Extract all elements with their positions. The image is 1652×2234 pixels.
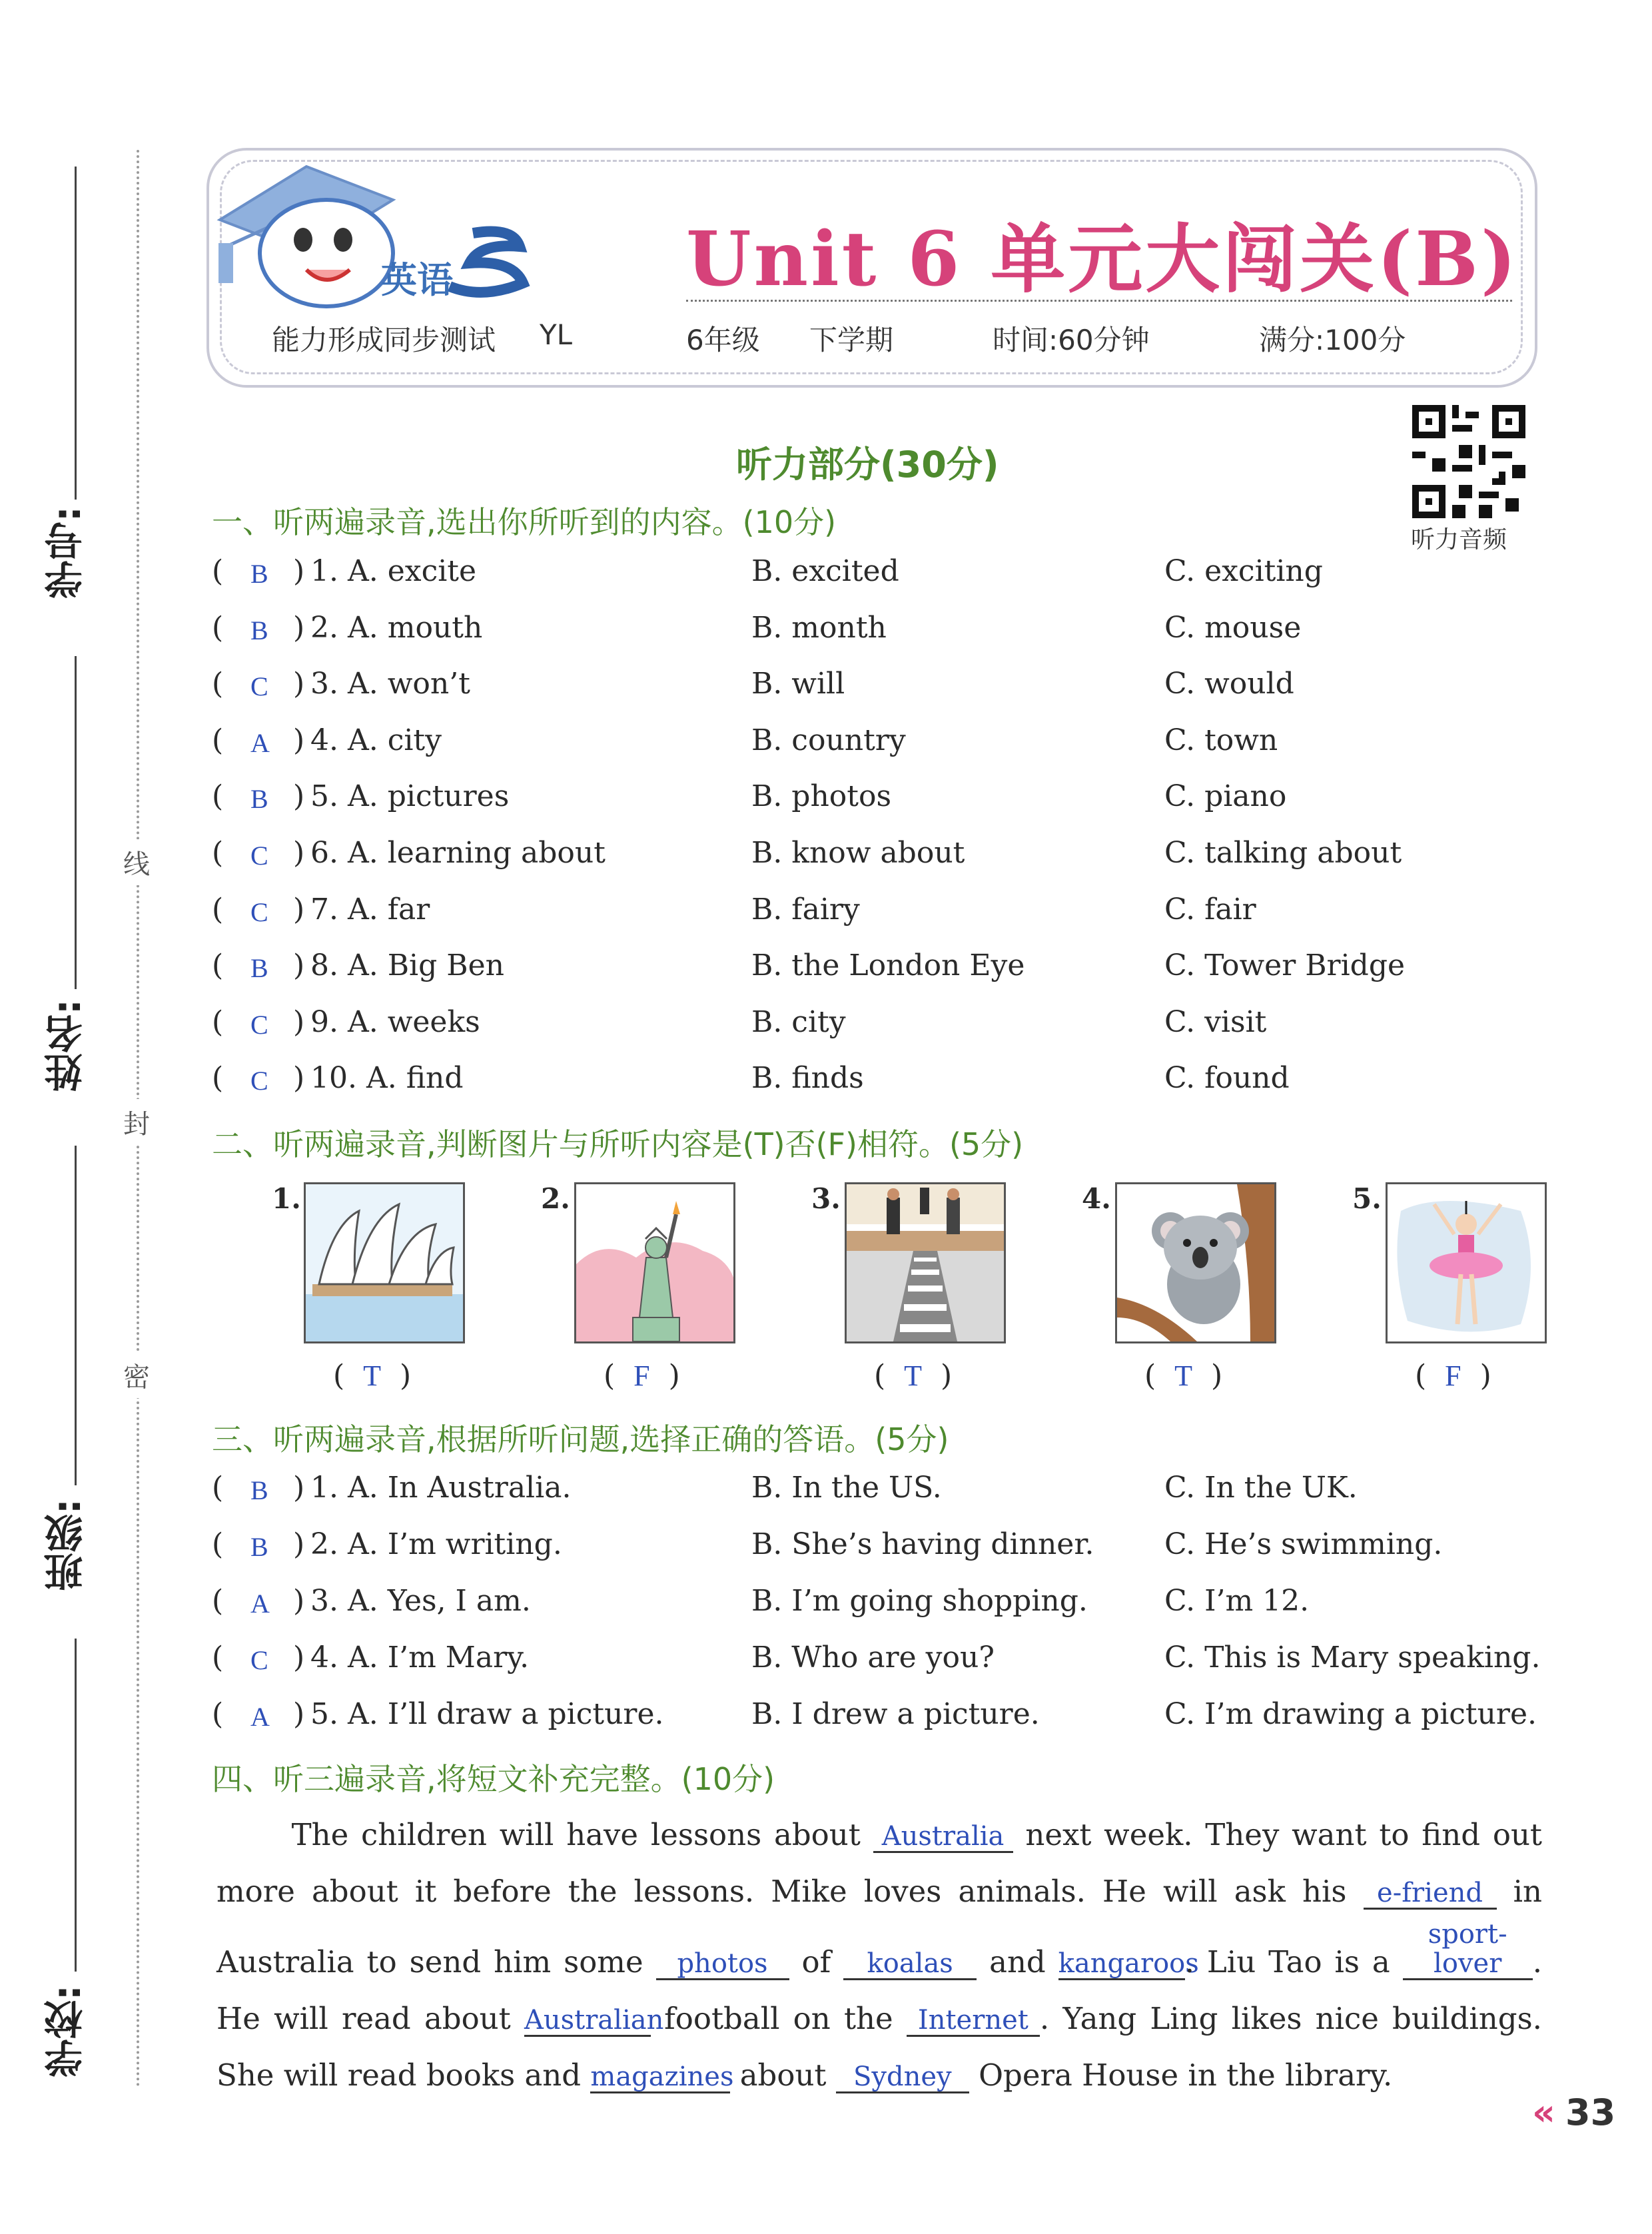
answer-paren-open: ( [212, 836, 224, 870]
score-label: 满分:100分 [1259, 324, 1406, 356]
option-a: 8. A. Big Ben [310, 948, 504, 983]
option-b: B. will [751, 667, 845, 701]
class-label: 班级: [44, 1499, 89, 1592]
question-row [212, 1584, 1544, 1631]
seal-feng: 封 [123, 1099, 150, 1145]
answer-paren-close: ) [293, 1061, 305, 1096]
answer-paren-close: ) [293, 554, 305, 588]
blank-5[interactable]: kangaroos [1058, 1948, 1199, 1979]
opera-house-icon [306, 1184, 463, 1341]
picture-answer-5: ( F ) [1415, 1359, 1491, 1393]
option-b: B. the London Eye [751, 948, 1025, 983]
option-c: C. talking about [1164, 836, 1402, 870]
option-c: C. Tower Bridge [1164, 948, 1406, 983]
option-a: 9. A. weeks [310, 1004, 480, 1039]
answer-paren-close: ) [293, 779, 305, 814]
answer-paren-open: ( [212, 723, 224, 757]
picture-number: 2. [541, 1182, 570, 1215]
blank-8[interactable]: Internet [907, 2006, 1040, 2037]
student-number-line[interactable] [75, 167, 77, 500]
seal-mi: 密 [123, 1352, 150, 1398]
option-b: B. I’m going shopping. [751, 1584, 1088, 1618]
question-row [212, 667, 1544, 713]
blank-10[interactable]: Sydney [836, 2062, 969, 2093]
series-label: 能力形成同步测试 [272, 324, 496, 356]
option-c: C. piano [1164, 779, 1287, 814]
option-c: C. exciting [1164, 554, 1323, 588]
qr-code-icon[interactable] [1412, 405, 1525, 518]
answer-choice[interactable]: C [250, 671, 268, 702]
passage-text: next week. They want to find out more about it before the lessons. Mike loves animals. He will ask his [216, 1817, 1543, 1909]
answer-paren-close: ) [293, 1641, 305, 1675]
option-a: 10. A. find [310, 1061, 464, 1096]
passage-text: of [789, 1944, 844, 1980]
answer-choice[interactable]: A [250, 727, 270, 758]
answer-paren-close: ) [293, 892, 305, 927]
answer-choice[interactable]: A [250, 1589, 270, 1619]
option-c: C. This is Mary speaking. [1164, 1641, 1541, 1675]
option-c: C. In the UK. [1164, 1471, 1358, 1505]
answer-choice[interactable]: C [250, 841, 268, 871]
option-a: 3. A. won’t [310, 667, 470, 701]
option-b: B. fairy [751, 892, 860, 927]
class-line[interactable] [75, 1146, 77, 1485]
option-b: B. In the US. [751, 1471, 942, 1505]
koala-icon [1117, 1184, 1274, 1341]
passage-text: in Australia to send him some [216, 1874, 1542, 1980]
section1-heading: 一、听两遍录音,选出你所听到的内容。(10分) [212, 504, 837, 540]
blank-7[interactable]: Australian [524, 2005, 664, 2036]
option-c: C. would [1164, 667, 1294, 701]
question-row [212, 779, 1544, 826]
question-row [212, 611, 1544, 657]
page-title: Unit 6 单元大闯关(B) [686, 216, 1519, 303]
page-number: 33 [1565, 2091, 1616, 2133]
answer-choice[interactable]: C [250, 1066, 268, 1096]
title-rule [686, 300, 1512, 302]
picture-5 [1386, 1182, 1547, 1343]
answer-paren-open: ( [212, 1527, 224, 1561]
option-a: 5. A. pictures [310, 779, 510, 814]
answer-choice[interactable]: B [250, 1475, 268, 1505]
option-b: B. country [751, 723, 906, 757]
option-b: B. photos [751, 779, 892, 814]
answer-choice[interactable]: B [250, 559, 268, 589]
option-c: C. fair [1164, 892, 1256, 927]
question-row [212, 1697, 1544, 1744]
school-label: 学校: [44, 1985, 89, 2078]
page-arrow-icon: « [1532, 2091, 1555, 2133]
question-row [212, 893, 1544, 939]
answer-paren-open: ( [212, 1004, 224, 1039]
passage-text: Opera House in the library. [969, 2057, 1393, 2093]
answer-paren-open: ( [212, 554, 224, 588]
picture-4 [1115, 1182, 1276, 1343]
option-b: B. month [751, 610, 887, 645]
grade-label: 6年级 [686, 324, 760, 356]
picture-answer-4: ( T ) [1144, 1359, 1223, 1393]
picture-2 [574, 1182, 735, 1343]
option-b: B. She’s having dinner. [751, 1527, 1094, 1561]
answer-paren-close: ) [293, 610, 305, 645]
blank-3[interactable]: photos [656, 1949, 789, 1980]
answer-choice[interactable]: C [250, 1009, 268, 1040]
option-a: 1. A. In Australia. [310, 1471, 572, 1505]
blank-4[interactable]: koalas [843, 1949, 977, 1980]
option-a: 3. A. Yes, I am. [310, 1584, 531, 1618]
option-b: B. excited [751, 554, 899, 588]
term-label: 下学期 [809, 324, 894, 356]
question-row [212, 1471, 1544, 1517]
name-line[interactable] [75, 656, 77, 989]
picture-number: 3. [811, 1182, 841, 1215]
question-row [212, 948, 1544, 995]
time-label: 时间:60分钟 [993, 324, 1150, 356]
option-a: 6. A. learning about [310, 836, 606, 870]
answer-paren-close: ) [293, 667, 305, 701]
passage-text: . Liu Tao is a [1184, 1944, 1403, 1980]
option-c: C. town [1164, 723, 1278, 757]
question-row [212, 1527, 1544, 1574]
answer-paren-close: ) [293, 1471, 305, 1505]
edition-label: YL [540, 318, 573, 351]
answer-choice[interactable]: A [250, 1702, 270, 1732]
mascot-logo-icon [193, 127, 566, 313]
blank-2[interactable]: e-friend [1364, 1878, 1497, 1910]
statue-of-liberty-icon [576, 1184, 733, 1341]
option-a: 4. A. city [310, 723, 442, 757]
passage-text: . Yang Ling likes nice buildings. She will read books and [216, 2001, 1542, 2093]
cloze-passage [216, 1806, 1542, 2103]
option-c: C. I’m 12. [1164, 1584, 1310, 1618]
question-row [212, 836, 1544, 883]
ballet-dancer-icon [1388, 1184, 1545, 1341]
answer-paren-close: ) [293, 1527, 305, 1561]
zebra-crossing-icon [847, 1184, 1004, 1341]
picture-answer-2: ( F ) [604, 1359, 680, 1393]
picture-1 [304, 1182, 465, 1343]
seal-xian: 线 [123, 839, 150, 885]
logo-english-text: 英语 [381, 259, 453, 301]
answer-choice[interactable]: B [250, 784, 268, 815]
question-row [212, 1005, 1544, 1052]
answer-paren-close: ) [293, 1697, 305, 1731]
option-b: B. city [751, 1004, 846, 1039]
option-b: B. finds [751, 1061, 864, 1096]
answer-paren-open: ( [212, 1697, 224, 1731]
option-a: 7. A. far [310, 892, 430, 927]
passage-text: . He will read about [216, 1944, 1542, 2036]
student-number-label: 学号: [44, 506, 89, 599]
option-a: 5. A. I’ll draw a picture. [310, 1697, 664, 1731]
question-row [212, 723, 1544, 770]
blank-6[interactable]: sport-lover [1403, 1920, 1533, 1980]
part-title: 听力部分(30分) [736, 444, 999, 486]
option-c: C. He’s swimming. [1164, 1527, 1443, 1561]
answer-paren-open: ( [212, 667, 224, 701]
answer-paren-close: ) [293, 948, 305, 983]
answer-paren-open: ( [212, 779, 224, 814]
option-a: 2. A. mouth [310, 610, 483, 645]
question-row [212, 1641, 1544, 1687]
answer-choice[interactable]: B [250, 1532, 268, 1562]
option-a: 1. A. excite [310, 554, 477, 588]
option-c: C. I’m drawing a picture. [1164, 1697, 1537, 1731]
question-row [212, 554, 1544, 601]
option-b: B. Who are you? [751, 1641, 995, 1675]
answer-paren-open: ( [212, 1471, 224, 1505]
answer-choice[interactable]: B [250, 953, 268, 984]
answer-paren-open: ( [212, 1061, 224, 1096]
answer-paren-open: ( [212, 892, 224, 927]
answer-paren-close: ) [293, 836, 305, 870]
answer-paren-open: ( [212, 610, 224, 645]
option-a: 2. A. I’m writing. [310, 1527, 562, 1561]
answer-paren-close: ) [293, 1584, 305, 1618]
option-c: C. visit [1164, 1004, 1267, 1039]
option-b: B. I drew a picture. [751, 1697, 1040, 1731]
blank-9[interactable]: magazines [590, 2061, 734, 2092]
qr-label: 听力音频 [1411, 526, 1507, 554]
picture-3 [845, 1182, 1006, 1343]
picture-number: 5. [1352, 1182, 1382, 1215]
blank-1[interactable]: Australia [873, 1822, 1013, 1853]
school-line[interactable] [75, 1639, 77, 1972]
option-b: B. know about [751, 836, 965, 870]
answer-choice[interactable]: C [250, 897, 268, 927]
section2-heading: 二、听两遍录音,判断图片与所听内容是(T)否(F)相符。(5分) [212, 1126, 1024, 1162]
option-c: C. mouse [1164, 610, 1302, 645]
answer-choice[interactable]: C [250, 1645, 268, 1675]
section3-heading: 三、听两遍录音,根据所听问题,选择正确的答语。(5分) [212, 1421, 949, 1457]
picture-number: 1. [272, 1182, 301, 1215]
picture-answer-3: ( T ) [874, 1359, 953, 1393]
name-label: 姓名: [44, 999, 89, 1092]
option-c: C. found [1164, 1061, 1290, 1096]
answer-paren-open: ( [212, 948, 224, 983]
passage-text: about [730, 2057, 836, 2093]
answer-choice[interactable]: B [250, 615, 268, 645]
section4-heading: 四、听三遍录音,将短文补充完整。(10分) [212, 1761, 775, 1797]
picture-number: 4. [1082, 1182, 1111, 1215]
passage-text: football on the [650, 2001, 907, 2036]
passage-text: The children will have lessons about [291, 1817, 873, 1852]
answer-paren-open: ( [212, 1641, 224, 1675]
option-a: 4. A. I’m Mary. [310, 1641, 530, 1675]
answer-paren-close: ) [293, 723, 305, 757]
question-row [212, 1061, 1544, 1108]
passage-text: and [977, 1944, 1058, 1980]
answer-paren-close: ) [293, 1004, 305, 1039]
answer-paren-open: ( [212, 1584, 224, 1618]
picture-answer-1: ( T ) [333, 1359, 412, 1393]
